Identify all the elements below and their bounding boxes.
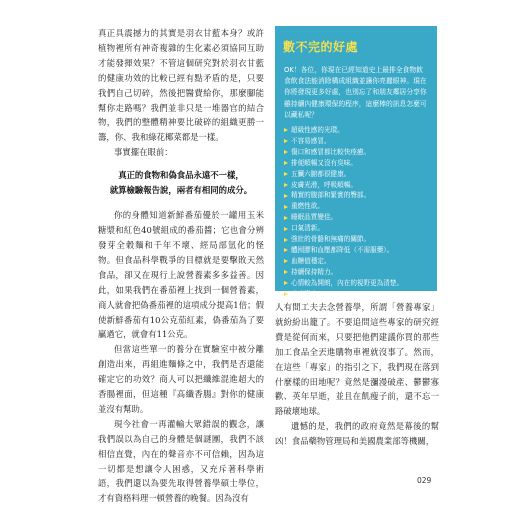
body-paragraph: 真正具震撼力的其實是羽衣甘藍本身？或許植物裡所有神奇複雜的生化素必須協同互助才能發揮效果？不管這個研究對於羽衣甘藍的健康功效的比較已經有點矛盾的是，只要我們自己切碎，然後把醫費給你，那麼腳能幫你走路嗎？我們並非只是一堆器官的結合物，我們的整體精神要比破碎的組織更勝一籌，你、我和綠花椰菜都是一樣。 [98, 28, 264, 143]
list-item: 超級性感的光環。 [284, 125, 437, 136]
list-item: 持續保持精力。 [284, 267, 437, 278]
body-paragraph: 你的身體知道新鮮番茄優於一罐用玉米糖漿和紅色40號組成的番茄醬；它也會分辨發芽全穀麵和千年不壞、經局部氫化的怪物。但食品科學戰爭的目標就是要擊敗天然食品，卻又在現行上說營養素多多益善。因此，如果我們在番茄裡上找到一個營養素，商人就會把偽番茄裡的這項成分提高1倍；假使新鮮番茄有10公克茄紅素，偽番茄為了要贏過它，就會有11公克。 [98, 210, 264, 340]
list-item: 不容易感冒。 [284, 136, 437, 147]
arrow-bullet-icon [284, 172, 288, 176]
arrow-bullet-icon [284, 259, 288, 263]
quote-line: 就算檢驗報告說，兩者有相同的成分。 [109, 185, 253, 196]
list-item: 傷口和感冒都比較快痊癒。 [284, 147, 437, 158]
list-item: 重燃性欲。 [284, 201, 437, 212]
arrow-bullet-icon [284, 238, 288, 242]
list-item: 心情較為開朗，內在的視野更為清楚。 [284, 278, 437, 289]
arrow-bullet-icon [284, 227, 288, 231]
arrow-bullet-icon [284, 194, 288, 198]
body-paragraph: 遺憾的是，我們的政府竟然是幕後的幫凶！食品藥物管理局和美國農業部等機關， [275, 421, 439, 447]
arrow-bullet-icon [284, 281, 288, 285]
list-item: 口氣清新。 [284, 223, 437, 234]
list-item: 強壯的骨骼和無痛的關節。 [284, 234, 437, 245]
arrow-bullet-icon [284, 161, 288, 165]
quote-line: 真正的食物和偽食品永遠不一樣， [118, 170, 244, 181]
arrow-bullet-icon [284, 150, 288, 154]
body-paragraph: 現今社會一再灌輸大眾錯誤的觀念，讓我們誤以為自己的身體是個謎團，我們不該相信直覺，內在的聲音亦不可信賴，因為這一切都是想讓令人困惑，又充斥著科學術語，我們還以為要先取得營養學碩士學位，才有資格料理一頓營養的晚餐。因為沒有 [98, 418, 264, 504]
left-column [98, 26, 264, 506]
list-item: 血糖值穩定。 [284, 256, 437, 267]
list-item: 排便順暢又沒有臭味。 [284, 158, 437, 169]
benefits-sidebar [275, 26, 437, 298]
arrow-bullet-icon [284, 248, 288, 252]
list-item: 睡眠品質變佳。 [284, 212, 437, 223]
body-paragraph: 但當這些單一的養分在實驗室中被分離創造出來，再組進麵條之中，我們是否還能確定它的功效？商人可以把纖維混進超大的香腸裡面，但這種『高纖香腸』對你的健康並沒有幫助。 [98, 344, 264, 414]
sidebar-title: 數不完的好處 [283, 40, 359, 54]
highlight-quote [98, 168, 264, 198]
body-paragraph: 事實擺在眼前： [113, 147, 173, 158]
list-item: 皮膚光滑，呼吸順暢。 [284, 180, 437, 191]
arrow-bullet-icon [284, 183, 288, 187]
list-item: 五臟六腑都很健康。 [284, 169, 437, 180]
page-number: 029 [417, 476, 432, 485]
arrow-bullet-icon [284, 216, 288, 220]
body-paragraph: 人有間工夫去念營養學，所謂「營養專家」就紛紛出籠了。不要追問這些專家的研究經費是從何而來，只要把他們建議你買的那些加工食品全丟進購物車裡就沒事了。然而，在這些「專家」的指引之下，我們現在落到什麼樣的田地呢？竟然是瀰漫破產、鬱鬱寡歡、英年早逝，並且在飢瘦子前，還不忘一路破壞地球。 [275, 302, 439, 417]
arrow-bullet-icon [284, 292, 288, 296]
arrow-bullet-icon [284, 128, 288, 132]
list-item: 體囤膠和血壓都降低（不需服藥）。 [284, 245, 437, 256]
sidebar-intro: OK！各位，你現在已經知道史上最排全食物飲食飲食法能消除構成組織並讓你亮麗眼神。現在你將發現更多好處，也別忘了和朋友鄰居分享你雖持續內健康環保的程序，這麼棒的訊息怎麼可以藏私呢？ [284, 66, 427, 119]
benefits-list [275, 125, 437, 300]
arrow-bullet-icon [284, 270, 288, 274]
arrow-bullet-icon [284, 205, 288, 209]
list-item: 疾病變少。 [284, 289, 437, 300]
right-column [275, 300, 439, 449]
arrow-bullet-icon [284, 139, 288, 143]
list-item: 精實的腹部和緊實的臀部。 [284, 190, 437, 201]
